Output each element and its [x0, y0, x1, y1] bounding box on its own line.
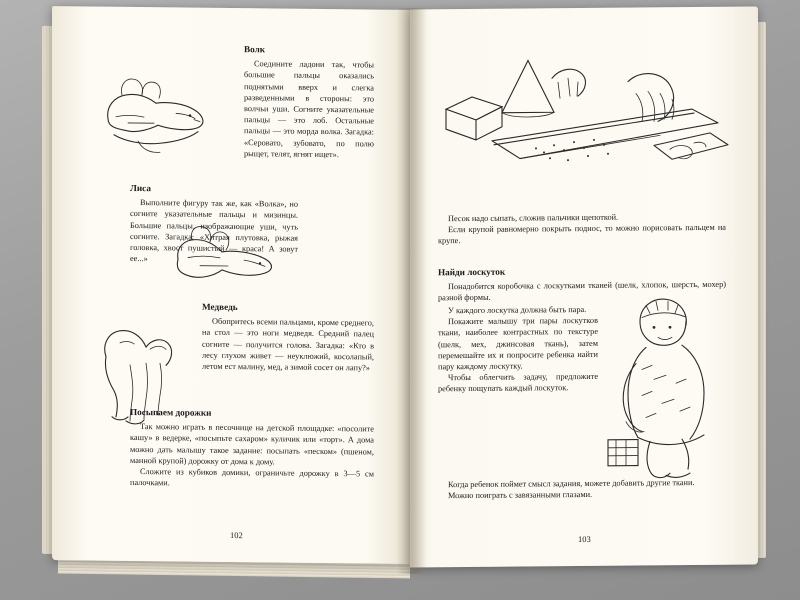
- paragraph: Соедините ладони так, чтобы большие пальцы оказались поднятыми вверх и слегка разведенными в стороны: это волчьи уши. Согните указательные пальцы — это лоб. Остальные пальцы — это морда волка. Загадка: «Серовато, зубовато, по полю рыщет, телят, ягнят ищет».: [244, 59, 374, 159]
- hand-wolf-illustration: [98, 57, 218, 168]
- paragraph: Обопритесь всеми пальцами, кроме среднего, на стол — это ноги медведя. Средний палец согните — получится голова. Загадка: «Кто в лесу глухом живет — неуклюжий, косолапый, летом ест малину, мед, а зимой сосет он лапу?»: [202, 317, 374, 373]
- paragraph: Понадобится коробочка с лоскутками тканей (шелк, хлопок, шерсть, мохер) разной формы.: [438, 279, 726, 303]
- paragraph: Выполните фигуру так же, как «Волка», но согните указательные пальцы и мизинцы. Большие пальцы, изображающие уши, чуть согните. Загадка: «Хитрая плутовка, рыжая головка, хвост пушистый — краса! А зовут ее...»: [130, 198, 298, 264]
- section-sand-intro: [438, 211, 726, 247]
- paragraph: У каждого лоскутка должна быть пара.: [448, 304, 587, 316]
- section-find-the-scrap-end: [438, 477, 726, 502]
- section-heading-find-the-scrap: Найди лоскуток: [438, 266, 506, 278]
- section-heading-bear: Медведь: [202, 301, 238, 313]
- section-wolf: [244, 44, 374, 160]
- section-sprinkle-paths: [130, 407, 374, 491]
- left-page: [52, 6, 410, 564]
- paragraph: Покажите малышу три пары лоскутков ткани, наиболее контрастных по текстуре (шелк, мех, джинсовая ткань), затем перемешайте их и попросите ребенка найти пару каждому лоскутку.: [438, 316, 598, 372]
- sprinkling-grain-illustration: [432, 41, 732, 204]
- paragraph: Когда ребенок поймет смысл задания, можете добавить другие ткани.: [448, 478, 695, 490]
- paragraph: Чтобы облегчить задачу, предложите ребенку пощупать каждый лоскуток.: [438, 372, 598, 394]
- open-book: [52, 8, 758, 584]
- section-find-the-scrap-continued: [438, 304, 598, 395]
- child-with-fabric-scraps-illustration: [606, 291, 736, 482]
- page-number-right: 103: [578, 533, 591, 545]
- section-fox: [130, 183, 298, 266]
- paragraph: Если крупой равномерно покрыть поднос, то можно порисовать пальцем на крупе.: [438, 222, 726, 246]
- right-page: [410, 6, 758, 567]
- paragraph: Можно поиграть с завязанными глазами.: [448, 490, 593, 501]
- page-number-left: 102: [230, 529, 243, 541]
- paragraph: Песок надо сыпать, сложив пальчики щепоткой.: [448, 212, 619, 224]
- section-heading-fox: Лиса: [130, 182, 151, 194]
- paragraph: Так можно играть в песочнице на детской площадке: «посолите кашу» в ведерке, «посыпьте сахаром» куличик или «торт». А дома можно дать малышу такое задание: посыпать «песком» (пшеном, манной крупой) дорожку от дома к дому.: [130, 422, 374, 467]
- section-find-the-scrap: [438, 265, 726, 304]
- section-heading-sprinkle-paths: Посыпаем дорожки: [130, 406, 212, 418]
- section-bear: [202, 302, 374, 374]
- paragraph: Сложите из кубиков домики, ограничьте дорожку в 3—5 см палочками.: [130, 467, 374, 488]
- section-heading-wolf: Волк: [244, 44, 266, 55]
